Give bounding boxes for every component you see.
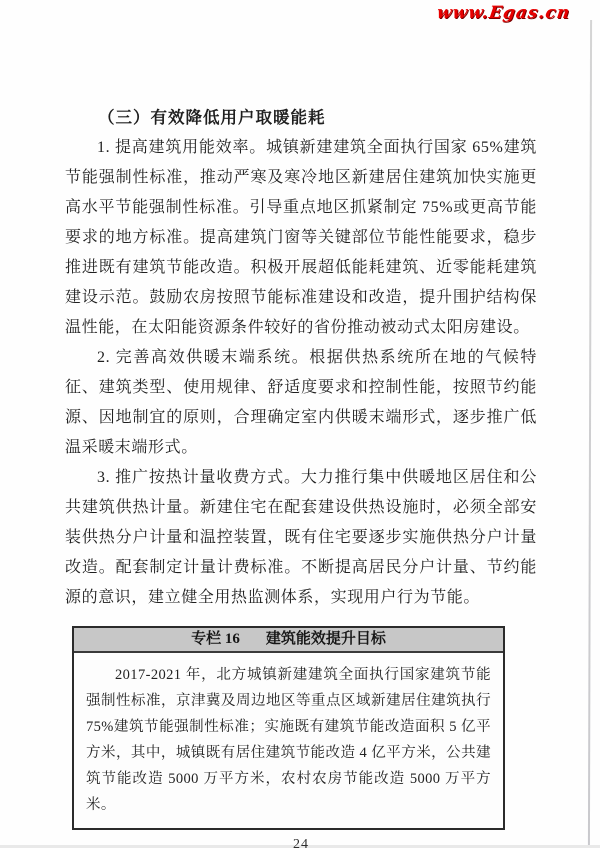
callout-box-body bbox=[74, 653, 503, 828]
paragraph-2: 2. 完善高效供暖末端系统。根据供热系统所在地的气候特征、建筑类型、使用规律、舒适度要求和控制性能，按照节约能源、因地制宜的原则，合理确定室内供暖末端形式，逐步推广低温采暖末端形式。 bbox=[65, 349, 537, 456]
paragraph-1: 1. 提高建筑用能效率。城镇新建建筑全面执行国家 65%建筑节能强制性标准，推动严寒及寒冷地区新建居住建筑加快实施更高水平节能强制性标准。引导重点地区抓紧制定 75%或更高节能要求的地方标准。提高建筑门窗等关键部位节能性能要求，稳步推进既有建筑节能改造。积极开展超低能耗建筑、近零能耗建筑建设示范。鼓励农房按照节能标准建设和改造，提升围护结构保温性能，在太阳能资源条件较好的省份推动被动式太阳房建设。 bbox=[65, 139, 537, 336]
scan-edge-line bbox=[588, 20, 592, 848]
callout-box-header bbox=[74, 628, 503, 653]
page-number: 24 bbox=[293, 837, 309, 848]
paragraph-3: 3. 推广按热计量收费方式。大力推行集中供暖地区居住和公共建筑供热计量。新建住宅在配套建设供热设施时，必须全部安装供热分户计量和温控装置，既有住宅要逐步实施供热分户计量改造。配套制定计量计费标准。不断提高居民分户计量、节约能源的意识，建立健全用热监测体系，实现用户行为节能。 bbox=[65, 469, 537, 606]
page-content bbox=[65, 103, 537, 848]
callout-box-text: 2017-2021 年，北方城镇新建建筑全面执行国家建筑节能强制性标准，京津冀及周边地区等重点区域新建居住建筑执行 75%建筑节能强制性标准；实施既有建筑节能改造面积 5 亿平方米，其中，城镇既有居住建筑节能改造 4 亿平方米，公共建筑节能改造 5000 万平方米，农村农房节能改造 5000 万平方米。 bbox=[86, 667, 491, 813]
watermark-text: www.Egas.cn bbox=[435, 3, 572, 23]
callout-box-title: 建筑能效提升目标 bbox=[265, 631, 386, 647]
callout-box-label: 专栏 16 bbox=[191, 631, 240, 647]
callout-box bbox=[72, 626, 505, 830]
section-heading: （三）有效降低用户取暖能耗 bbox=[98, 108, 326, 127]
